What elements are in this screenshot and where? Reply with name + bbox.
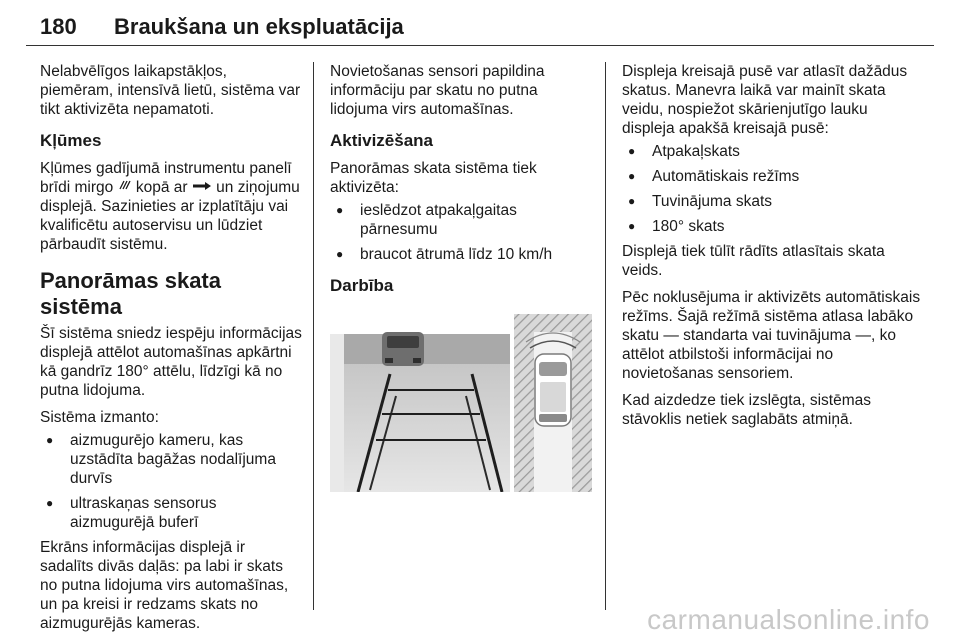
default-paragraph: Pēc noklusējuma ir aktivizēts automātiskais režīms. Šajā režīmā sistēma atlasa labāko skatu — standarta vai tuvinājuma —, ko attēlot atbilstoši informācijai no novietošanas sensoriem. — [622, 289, 921, 382]
activation-list — [330, 201, 592, 264]
list-item: ● ultraskaņas sensorus aizmugurējā buferī — [40, 494, 302, 532]
list-item: ● ieslēdzot atpakaļgaitas pārnesumu — [330, 201, 592, 239]
intro-paragraph: Nelabvēlīgos laikapstākļos, piemēram, intensīvā lietū, sistēma var tikt aktivizēta nepamatoti. — [40, 63, 301, 118]
operation-heading: Darbība — [330, 276, 394, 295]
column-divider-2 — [605, 62, 606, 610]
wrench-icon — [192, 178, 212, 197]
page-header — [26, 8, 934, 46]
faults-text-c: un ziņojumu displejā. Sazinieties ar izplatītāju vai kvalificētu autoservisu un lūdziet pārbaudīt sistēmu. — [40, 179, 300, 253]
list-item: ● Atpakaļskats — [622, 142, 922, 161]
list-item: ● Automātiskais režīms — [622, 167, 922, 186]
activation-intro: Panorāmas skata sistēma tiek aktivizēta: — [330, 160, 537, 196]
views-intro: Displeja kreisajā pusē var atlasīt dažādus skatus. Manevra laikā var mainīt skata veidu, nospiežot skārienjutīgo lauku displeja apakšā kreisajā pusē: — [622, 63, 908, 137]
list-item: ● aizmugurējo kameru, kas uzstādīta bagāžas nodalījuma durvīs — [40, 431, 302, 488]
display-paragraph: Displejā tiek tūlīt rādīts atlasītais skata veids. — [622, 243, 885, 279]
views-list — [622, 142, 922, 236]
faults-heading: Kļūmes — [40, 131, 102, 150]
bird-eye-view — [514, 314, 592, 492]
faults-text-a: Kļūmes gadījumā instrumentu panelī brīdi mirgo — [40, 160, 292, 196]
column-3 — [622, 62, 922, 437]
parking-sensor-icon — [118, 178, 132, 197]
ignition-paragraph: Kad aizdedze tiek izslēgta, sistēmas stāvoklis netiek saglabāts atmiņā. — [622, 392, 871, 428]
section-intro: Šī sistēma sniedz iespēju informācijas displejā attēlot automašīnas apkārtni kā gandrīz 180° attēlu, līdzīgi kā no putna lidojuma. — [40, 325, 302, 399]
faults-text-b: kopā ar — [135, 179, 188, 196]
camera-display-illustration — [330, 314, 592, 492]
uses-list — [40, 431, 302, 532]
column-1 — [40, 62, 302, 641]
chapter-title: Braukšana un ekspluatācija — [114, 14, 404, 39]
page-number: 180 — [40, 14, 77, 39]
column-divider-1 — [313, 62, 314, 610]
screen-paragraph: Ekrāns informācijas displejā ir sadalīts divās daļās: pa labi ir skats no putna lidojuma virs automašīnas, un pa kreisi ir redzams skats no aizmugurējās kameras. — [40, 539, 289, 632]
list-item: ● braucot ātrumā līdz 10 km/h — [330, 245, 592, 264]
rear-camera-view — [330, 332, 510, 492]
column-2 — [330, 62, 592, 492]
uses-label: Sistēma izmanto: — [40, 409, 159, 426]
list-item: ● 180° skats — [622, 217, 922, 236]
section-heading: Panorāmas skata sistēma — [40, 268, 221, 319]
faults-paragraph — [40, 159, 302, 254]
sensors-paragraph: Novietošanas sensori papildina informāciju par skatu no putna lidojuma virs automašīnas. — [330, 63, 545, 118]
list-item: ● Tuvinājuma skats — [622, 192, 922, 211]
activation-heading: Aktivizēšana — [330, 131, 433, 150]
watermark: carmanualsonline.info — [647, 604, 930, 635]
